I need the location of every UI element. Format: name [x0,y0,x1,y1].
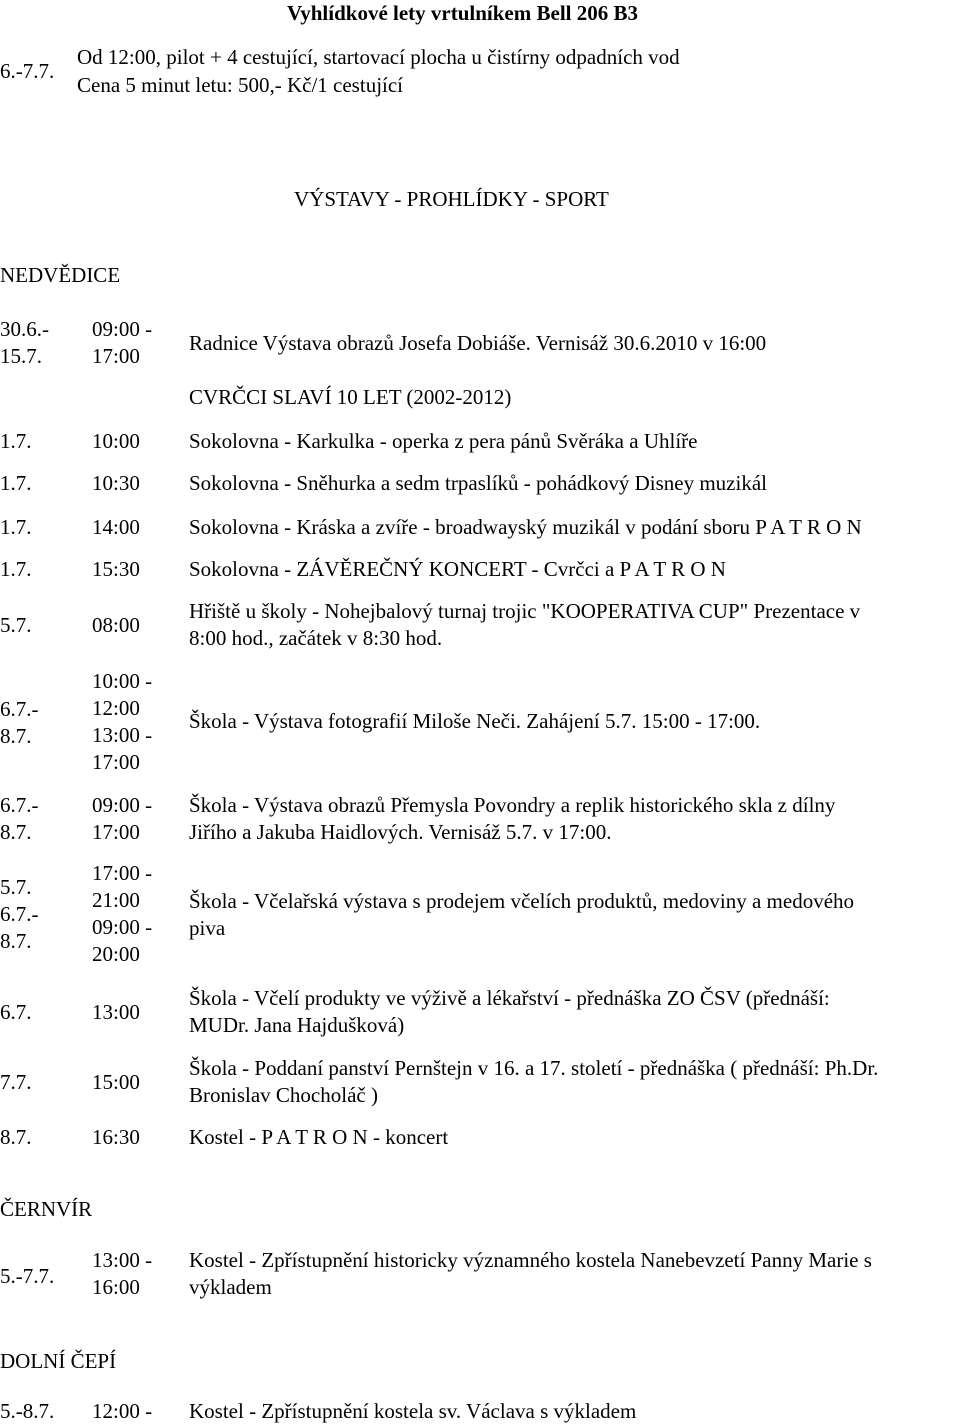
event-date: 8.7. [0,820,32,844]
event-row [0,514,960,541]
event-date: 1.7. [0,429,32,453]
event-date: 7.7. [0,1070,32,1094]
event-time: 12:00 [92,696,140,720]
event-time: 17:00 [92,750,140,774]
event-row [0,1124,960,1151]
heading-cernvir: ČERNVÍR [0,1197,93,1221]
helicopter-line-1: Od 12:00, pilot + 4 cestující, startovací plocha u čistírny odpadních vod [77,45,680,69]
event-row [0,1398,960,1425]
event-time: 16:00 [92,1275,140,1299]
event-description: Radnice Výstava obrazů Josefa Dobiáše. Vernisáž 30.6.2010 v 16:00 [189,331,767,355]
event-date: 6.7. [0,1000,32,1024]
event-date: 8.7. [0,929,32,953]
section-title: VÝSTAVY - PROHLÍDKY - SPORT [294,187,609,211]
event-row [0,668,960,776]
event-time: 17:00 - [92,861,153,885]
event-description: Škola - Včelí produkty ve výživě a lékařství - přednáška ZO ČSV (přednáší: [189,986,830,1010]
event-row [0,470,960,497]
event-date: 1.7. [0,515,32,539]
event-date: 15.7. [0,344,42,368]
event-row [0,598,960,652]
event-time: 10:30 [92,471,140,495]
event-description: Kostel - P A T R O N - koncert [189,1125,449,1149]
event-date: 1.7. [0,557,32,581]
event-row [0,1247,960,1301]
event-description: Sokolovna - ZÁVĚREČNÝ KONCERT - Cvrčci a P A T R O N [189,557,726,581]
event-time: 10:00 [92,429,140,453]
event-date: 5.7. [0,875,32,899]
event-time: 13:00 - [92,1248,153,1272]
event-date: 8.7. [0,1125,32,1149]
event-description: Sokolovna - Sněhurka a sedm trpaslíků - pohádkový Disney muzikál [189,471,767,495]
event-description: MUDr. Jana Hajdušková) [189,1013,405,1037]
event-description: piva [189,916,226,940]
event-time: 16:30 [92,1125,140,1149]
event-description: Jiřího a Jakuba Haidlových. Vernisáž 5.7. v 17:00. [189,820,612,844]
event-row [0,792,960,846]
event-time: 15:30 [92,557,140,581]
event-date: 6.7.- [0,902,39,926]
event-description: 8:00 hod., začátek v 8:30 hod. [189,626,443,650]
event-row [0,428,960,455]
event-date: 6.7.- [0,697,39,721]
event-date: 30.6.- [0,317,49,341]
event-description: Škola - Výstava obrazů Přemysla Povondry a replik historického skla z dílny [189,793,836,817]
event-time: 17:00 [92,344,140,368]
event-row [0,1055,960,1109]
event-date: 8.7. [0,724,32,748]
subheading-cvrcci: CVRČCI SLAVÍ 10 LET (2002-2012) [189,385,512,409]
event-time: 14:00 [92,515,140,539]
helicopter-date: 6.-7.7. [0,59,55,83]
event-description: Bronislav Chocholáč ) [189,1083,378,1107]
event-description: Škola - Včelařská výstava s prodejem včelích produktů, medoviny a medového [189,889,855,913]
helicopter-line-2: Cena 5 minut letu: 500,- Kč/1 cestující [77,73,404,97]
event-description: Hřiště u školy - Nohejbalový turnaj trojic "KOOPERATIVA CUP" Prezentace v [189,599,861,623]
event-time: 12:00 - [92,1399,153,1423]
event-row [0,316,960,372]
event-description: Sokolovna - Karkulka - operka z pera pánů Svěráka a Uhlíře [189,429,698,453]
event-row [0,556,960,583]
event-date: 5.7. [0,613,32,637]
event-time: 21:00 [92,888,140,912]
event-description: Kostel - Zpřístupnění historicky významného kostela Nanebevzetí Panny Marie s [189,1248,872,1272]
event-date: 5.-8.7. [0,1399,55,1423]
event-time: 13:00 - [92,723,153,747]
event-row [0,985,960,1039]
event-time: 10:00 - [92,669,153,693]
event-time: 20:00 [92,942,140,966]
event-time: 17:00 [92,820,140,844]
event-description: Sokolovna - Kráska a zvíře - broadwayský muzikál v podání sboru P A T R O N [189,515,862,539]
event-time: 09:00 - [92,793,153,817]
heading-nedvedice: NEDVĚDICE [0,263,121,287]
event-date: 1.7. [0,471,32,495]
event-row [0,860,960,968]
event-time: 08:00 [92,613,140,637]
event-description: Škola - Poddaní panství Pernštejn v 16. a 17. století - přednáška ( přednáší: Ph.Dr. [189,1056,879,1080]
event-time: 13:00 [92,1000,140,1024]
event-description: výkladem [189,1275,272,1299]
event-description: Škola - Výstava fotografií Miloše Neči. Zahájení 5.7. 15:00 - 17:00. [189,709,761,733]
event-date: 5.-7.7. [0,1264,55,1288]
helicopter-title: Vyhlídkové lety vrtulníkem Bell 206 B3 [287,1,639,25]
event-time: 09:00 - [92,915,153,939]
event-time: 15:00 [92,1070,140,1094]
event-description: Kostel - Zpřístupnění kostela sv. Václava s výkladem [189,1399,637,1423]
event-time: 09:00 - [92,317,153,341]
heading-dolni-cepi: DOLNÍ ČEPÍ [0,1349,117,1373]
event-date: 6.7.- [0,793,39,817]
